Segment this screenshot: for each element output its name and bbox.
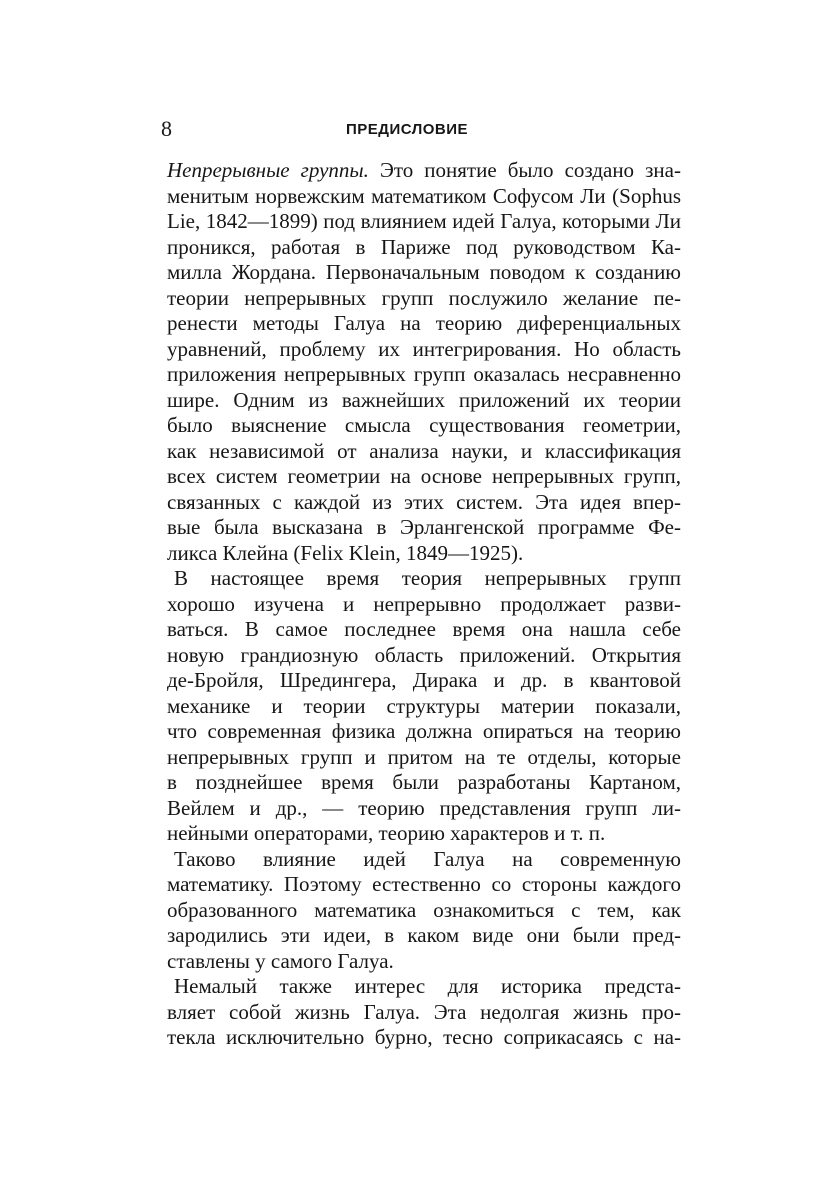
body-text — [167, 158, 681, 1051]
line-text: Таково влияние идей Галуа на современную — [174, 846, 681, 871]
text-line — [167, 949, 681, 975]
text-line — [167, 541, 681, 567]
paragraph — [167, 974, 681, 1051]
line-text: зародились эти идеи, в каком виде они были пред- — [167, 923, 681, 947]
paragraph — [167, 566, 681, 847]
text-line — [167, 796, 681, 822]
text-line — [167, 745, 681, 771]
text-line — [167, 719, 681, 745]
line-text: проникся, работая в Париже под руководством Ка- — [167, 234, 681, 259]
line-text: уравнений, проблему их интегрирования. Но область — [167, 336, 681, 361]
paragraph — [167, 847, 681, 975]
line-text: вляет собой жизнь Галуа. Эта недолгая жизнь про- — [167, 999, 681, 1024]
line-text: как независимой от анализа науки, и классификация — [167, 438, 681, 463]
line-text: милла Жордана. Первоначальным поводом к созданию — [167, 260, 681, 284]
text-line — [167, 388, 681, 414]
text-line — [167, 260, 681, 286]
text-line — [167, 184, 681, 210]
paragraph — [167, 158, 681, 566]
text-line — [167, 592, 681, 618]
line-text: теории непрерывных групп послужило желание пе- — [167, 285, 681, 310]
text-line — [167, 515, 681, 541]
text-line — [167, 694, 681, 720]
line-text: непрерывных групп и притом на те отделы, которые — [167, 744, 681, 769]
italic-term: Непрерывные группы. — [167, 158, 369, 182]
line-text: менитым норвежским математиком Софусом Ли (Sophus — [167, 183, 681, 208]
line-text: ренести методы Галуа на теорию диференциальных — [167, 311, 681, 335]
line-text: образованного математика ознакомиться с тем, как — [167, 897, 681, 922]
line-text: Вейлем и др., — теорию представления групп ли- — [167, 795, 681, 820]
text-line — [167, 566, 681, 592]
line-text: в позднейшее время были разработаны Картаном, — [167, 770, 681, 794]
line-text: ваться. В самое последнее время она нашла себе — [167, 617, 681, 641]
line-text: ставлены у самого Галуа. — [167, 948, 394, 973]
text-line — [167, 158, 681, 184]
line-text: шире. Одним из важнейших приложений их теории — [167, 387, 681, 412]
text-line — [167, 668, 681, 694]
text-line — [167, 974, 681, 1000]
line-text: новую грандиозную область приложений. Открытия — [167, 642, 681, 667]
page-number: 8 — [161, 116, 172, 141]
line-text: Это понятие было создано зна- — [368, 158, 681, 182]
text-line — [167, 847, 681, 873]
text-line — [167, 439, 681, 465]
text-line — [167, 413, 681, 439]
text-line — [167, 923, 681, 949]
line-text: хорошо изучена и непрерывно продолжает разви- — [167, 591, 681, 616]
text-line — [167, 617, 681, 643]
text-line — [167, 490, 681, 516]
line-text: де-Бройля, Шредингера, Дирака и др. в квантовой — [167, 668, 681, 692]
line-text: математику. Поэтому естественно со стороны каждого — [167, 872, 681, 896]
text-line — [167, 898, 681, 924]
line-text: вые была высказана в Эрлангенской программе Фе- — [167, 515, 681, 539]
line-text: приложения непрерывных групп оказалась несравненно — [167, 362, 681, 386]
text-line — [167, 1000, 681, 1026]
text-line — [167, 872, 681, 898]
text-line — [167, 209, 681, 235]
text-line — [167, 643, 681, 669]
line-text: было выяснение смысла существования геометрии, — [167, 413, 681, 437]
line-text: механике и теории структуры материи показали, — [167, 693, 681, 718]
text-line — [167, 770, 681, 796]
line-text: текла исключительно бурно, тесно соприкасаясь с на- — [167, 1025, 681, 1049]
line-text: связанных с каждой из этих систем. Эта идея впер- — [167, 489, 681, 514]
text-line — [167, 337, 681, 363]
text-line — [167, 235, 681, 261]
text-line — [167, 362, 681, 388]
line-text: нейными операторами, теорию характеров и т. п. — [167, 821, 606, 845]
page-header — [161, 114, 681, 144]
line-text: В настоящее время теория непрерывных групп — [174, 566, 681, 590]
running-head: ПРЕДИСЛОВИЕ — [346, 121, 469, 138]
text-line — [167, 464, 681, 490]
line-text: всех систем геометрии на основе непрерывных групп, — [167, 464, 681, 488]
text-line — [167, 821, 681, 847]
line-text: что современная физика должна опираться на теорию — [167, 719, 681, 743]
line-text: ликса Клейна (Felix Klein, 1849—1925). — [167, 540, 524, 565]
line-text: Немалый также интерес для историка предста- — [174, 974, 681, 998]
text-line — [167, 311, 681, 337]
line-text: Lie, 1842—1899) под влиянием идей Галуа, которыми Ли — [167, 209, 681, 233]
text-line — [167, 286, 681, 312]
text-line — [167, 1025, 681, 1051]
